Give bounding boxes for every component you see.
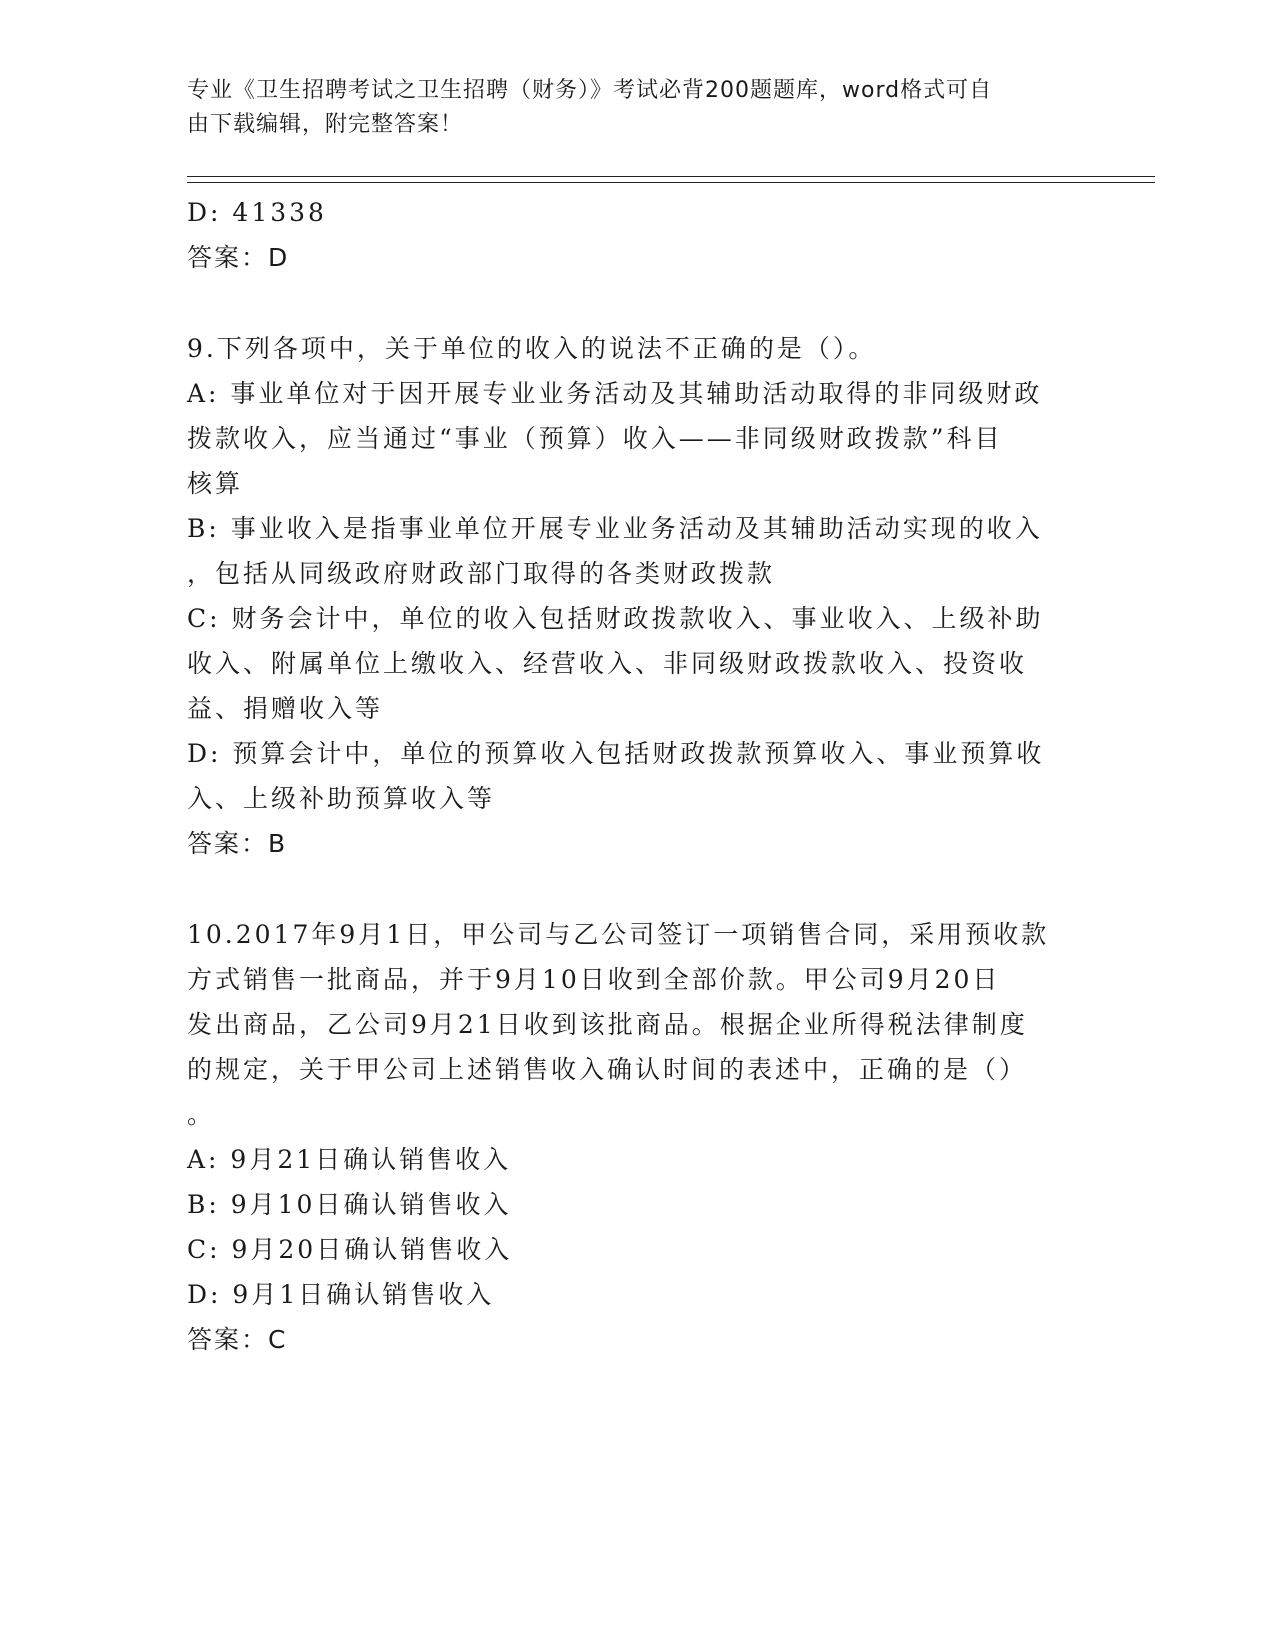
option-d-line-2: 入、上级补助预算收入等 xyxy=(187,784,496,813)
header-divider-bottom xyxy=(187,182,1155,183)
page-header xyxy=(187,74,1087,142)
option-b: B: 9月10日确认销售收入 xyxy=(187,1190,512,1219)
question-stem: 9.下列各项中，关于单位的收入的说法不正确的是（）。 xyxy=(187,334,877,363)
option-a-line-3: 核算 xyxy=(187,469,244,498)
question-stem-line-1: 10.2017年9月1日，甲公司与乙公司签订一项销售合同，采用预收款 xyxy=(187,920,1050,949)
option-c: C: 9月20日确认销售收入 xyxy=(187,1235,513,1264)
option-b-line-2: ，包括从同级政府财政部门取得的各类财政拨款 xyxy=(187,559,776,588)
question-9 xyxy=(187,326,1087,867)
answer-line: 答案：B xyxy=(187,829,288,858)
header-line-2: 由下载编辑，附完整答案！ xyxy=(187,112,464,137)
option-a-line-1: A: 事业单位对于因开展专业业务活动及其辅助活动取得的非同级财政 xyxy=(187,379,1043,408)
previous-question-tail xyxy=(187,190,1087,281)
option-a: A: 9月21日确认销售收入 xyxy=(187,1145,512,1174)
option-c-line-2: 收入、附属单位上缴收入、经营收入、非同级财政拨款收入、投资收 xyxy=(187,649,1028,678)
question-10 xyxy=(187,912,1087,1363)
question-stem-line-2: 方式销售一批商品，并于9月10日收到全部价款。甲公司9月20日 xyxy=(187,965,1001,994)
option-d: D: 41338 xyxy=(187,198,327,227)
option-a-line-2: 拨款收入，应当通过“事业（预算）收入——非同级财政拨款”科目 xyxy=(187,424,1003,453)
option-d-line-1: D: 预算会计中，单位的预算收入包括财政拨款预算收入、事业预算收 xyxy=(187,739,1045,768)
header-divider-top xyxy=(187,176,1155,177)
option-d: D: 9月1日确认销售收入 xyxy=(187,1280,495,1309)
header-line-1: 专业《卫生招聘考试之卫生招聘（财务）》考试必背200题题库，word格式可自 xyxy=(187,78,993,103)
answer-line: 答案：D xyxy=(187,243,290,272)
spacer xyxy=(187,867,1087,912)
option-c-line-3: 益、捐赠收入等 xyxy=(187,694,384,723)
option-c-line-1: C: 财务会计中，单位的收入包括财政拨款收入、事业收入、上级补助 xyxy=(187,604,1044,633)
question-stem-line-3: 发出商品，乙公司9月21日收到该批商品。根据企业所得税法律制度 xyxy=(187,1010,1028,1039)
document-body xyxy=(187,190,1087,1363)
option-b-line-1: B: 事业收入是指事业单位开展专业业务活动及其辅助活动实现的收入 xyxy=(187,514,1043,543)
spacer xyxy=(187,281,1087,326)
question-stem-line-5: 。 xyxy=(187,1100,216,1129)
question-stem-line-4: 的规定，关于甲公司上述销售收入确认时间的表述中，正确的是（） xyxy=(187,1055,1028,1084)
answer-line: 答案：C xyxy=(187,1325,288,1354)
